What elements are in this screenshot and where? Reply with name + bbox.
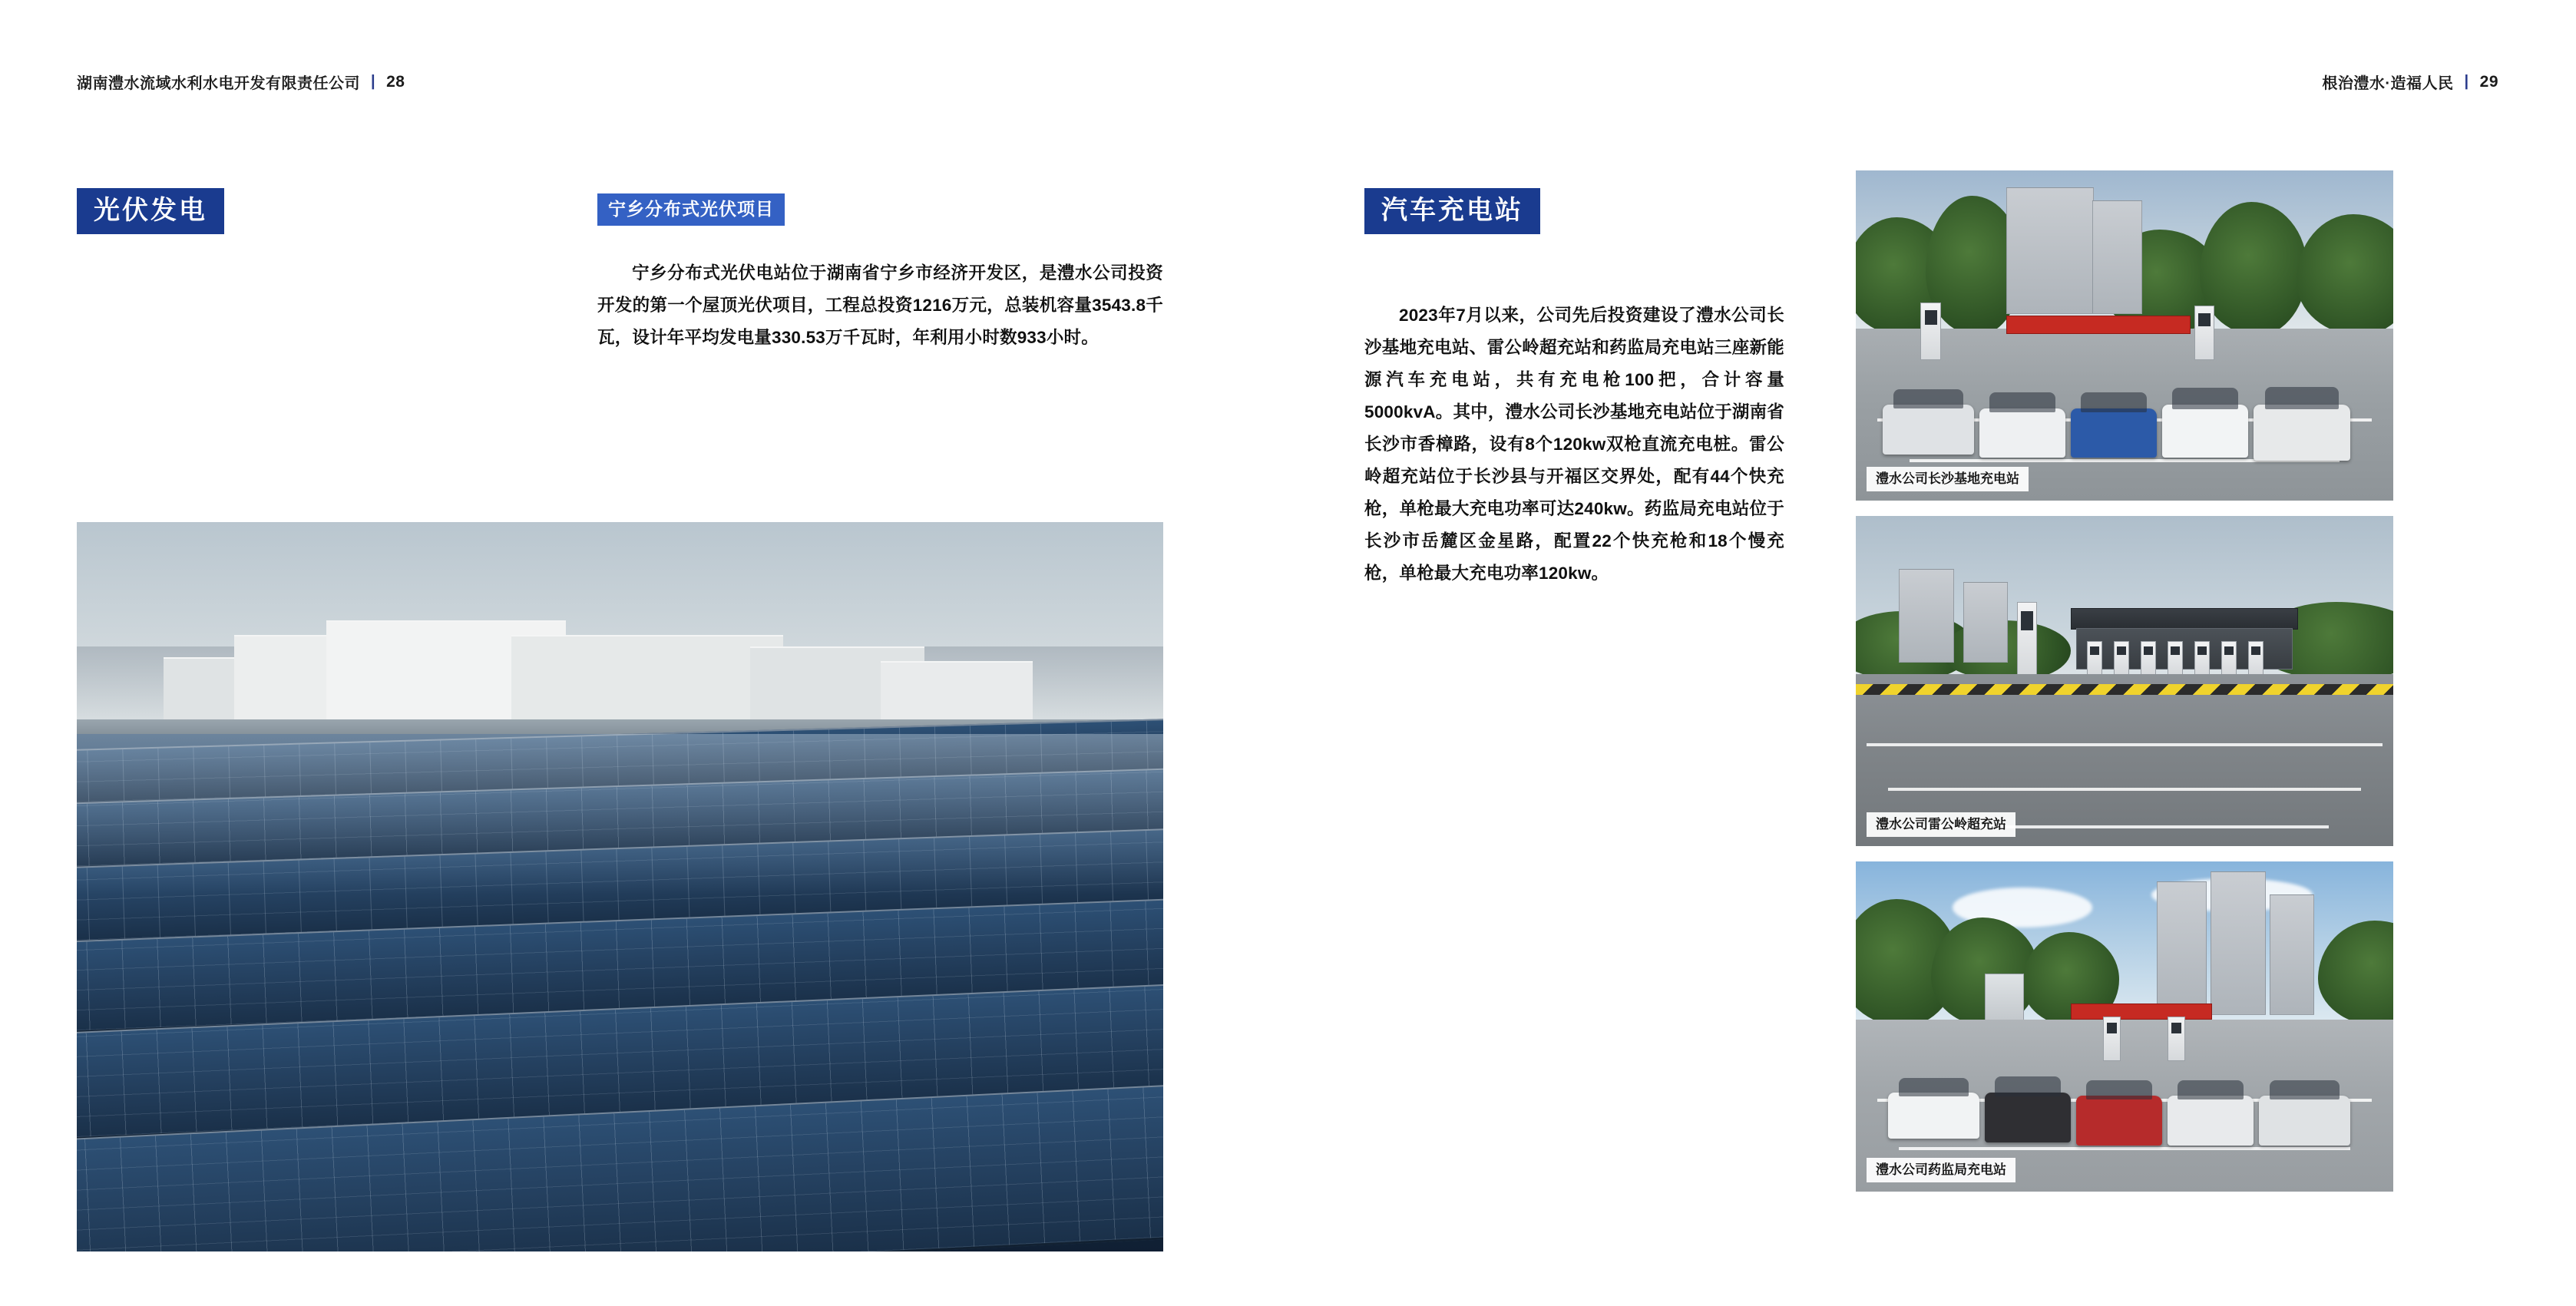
running-head-separator: | — [371, 73, 376, 90]
solar-panel-array — [77, 734, 1163, 1252]
parked-car — [1888, 1093, 1979, 1139]
parked-car — [1979, 408, 2065, 458]
section-title-solar: 光伏发电 — [77, 188, 224, 234]
charging-pile — [2103, 1017, 2121, 1061]
right-body-paragraph: 2023年7月以来，公司先后投资建设了澧水公司长沙基地充电站、雷公岭超充站和药监局充电站三座新能源汽车充电站，共有充电枪100把，合计容量5000kvA。其中，澧水公司长沙基地充电站位于湖南省长沙市香樟路，设有8个120kw双枪直流充电桩。雷公岭超充站位于长沙县与开福区交界处，配有44个快充枪，单枪最大充电功率可达240kw。药监局充电站位于长沙市岳麓区金星路，配置22个快充枪和18个慢充枪，单枪最大充电功率120kw。 — [1364, 306, 1784, 583]
transformer-cabinet — [2017, 602, 2037, 676]
safety-curb-stripe — [1856, 684, 2393, 695]
station-canopy — [2071, 608, 2298, 630]
parked-car — [1883, 405, 1974, 455]
page-number-left: 28 — [386, 72, 405, 91]
solar-building-window — [750, 648, 896, 654]
photo-yaojianju-station — [1856, 861, 2393, 1192]
photo-caption: 澧水公司长沙基地充电站 — [1867, 467, 2029, 491]
parked-car — [2254, 405, 2350, 461]
page-number-right: 29 — [2479, 72, 2498, 91]
solar-building-window — [511, 636, 761, 643]
solar-building-window — [511, 643, 761, 650]
charging-pile — [1920, 303, 1941, 360]
publisher-name: 湖南澧水流域水利水电开发有限责任公司 — [77, 75, 360, 92]
parked-car — [2259, 1096, 2350, 1146]
charging-pile — [2248, 641, 2264, 676]
tree — [2200, 202, 2307, 336]
parked-car — [1985, 1093, 2071, 1142]
parked-car — [2071, 408, 2157, 458]
slogan-text: 根治澧水·造福人民 — [2322, 75, 2454, 92]
equipment-cabinet — [1985, 974, 2024, 1021]
charging-pile — [2168, 1017, 2185, 1061]
section-title-charging: 汽车充电站 — [1364, 188, 1540, 234]
charging-pile — [2194, 641, 2210, 676]
distant-building — [1899, 569, 1954, 663]
tree — [2297, 214, 2393, 336]
right-page — [1288, 0, 2575, 1306]
running-head-separator: | — [2464, 73, 2469, 90]
photo-caption: 澧水公司雷公岭超充站 — [1867, 812, 2015, 837]
photo-changsha-base-station — [1856, 170, 2393, 501]
distant-building — [1963, 582, 2008, 663]
parked-car — [2162, 405, 2248, 458]
parking-line — [1899, 1147, 2350, 1150]
running-head-left — [77, 71, 405, 93]
running-head-right — [2322, 71, 2498, 93]
photo-solar-rooftop — [77, 522, 1163, 1251]
parked-car — [2076, 1096, 2162, 1146]
solar-building-window — [326, 622, 537, 628]
solar-building-window — [326, 629, 537, 635]
parked-car — [2168, 1096, 2254, 1146]
parking-line — [1867, 743, 2383, 746]
solar-building — [881, 661, 1033, 729]
solar-building — [511, 635, 783, 728]
tree — [2318, 921, 2393, 1027]
residential-building — [2006, 187, 2094, 314]
right-body-text — [1364, 299, 1784, 590]
charging-pile — [2221, 641, 2237, 676]
parking-line — [1888, 788, 2361, 791]
left-body-text — [597, 257, 1163, 354]
charging-pile — [2087, 641, 2102, 676]
charging-pile — [2141, 641, 2156, 676]
photo-leigongling-station — [1856, 516, 2393, 846]
charging-pile — [2114, 641, 2129, 676]
charging-pile — [2194, 306, 2214, 360]
charging-pile — [2168, 641, 2183, 676]
red-banner — [2071, 1003, 2212, 1020]
red-banner — [2006, 316, 2191, 334]
solar-building-window — [326, 635, 537, 641]
residential-building — [2092, 200, 2142, 314]
photo-caption: 澧水公司药监局充电站 — [1867, 1158, 2015, 1182]
subsection-title-ningxiang: 宁乡分布式光伏项目 — [597, 193, 785, 226]
left-body-paragraph: 宁乡分布式光伏电站位于湖南省宁乡市经济开发区，是澧水公司投资开发的第一个屋顶光伏项目，工程总投资1216万元，总装机容量3543.8千瓦，设计年平均发电量330.53万千瓦时，年利用小时数933小时。 — [597, 263, 1163, 347]
